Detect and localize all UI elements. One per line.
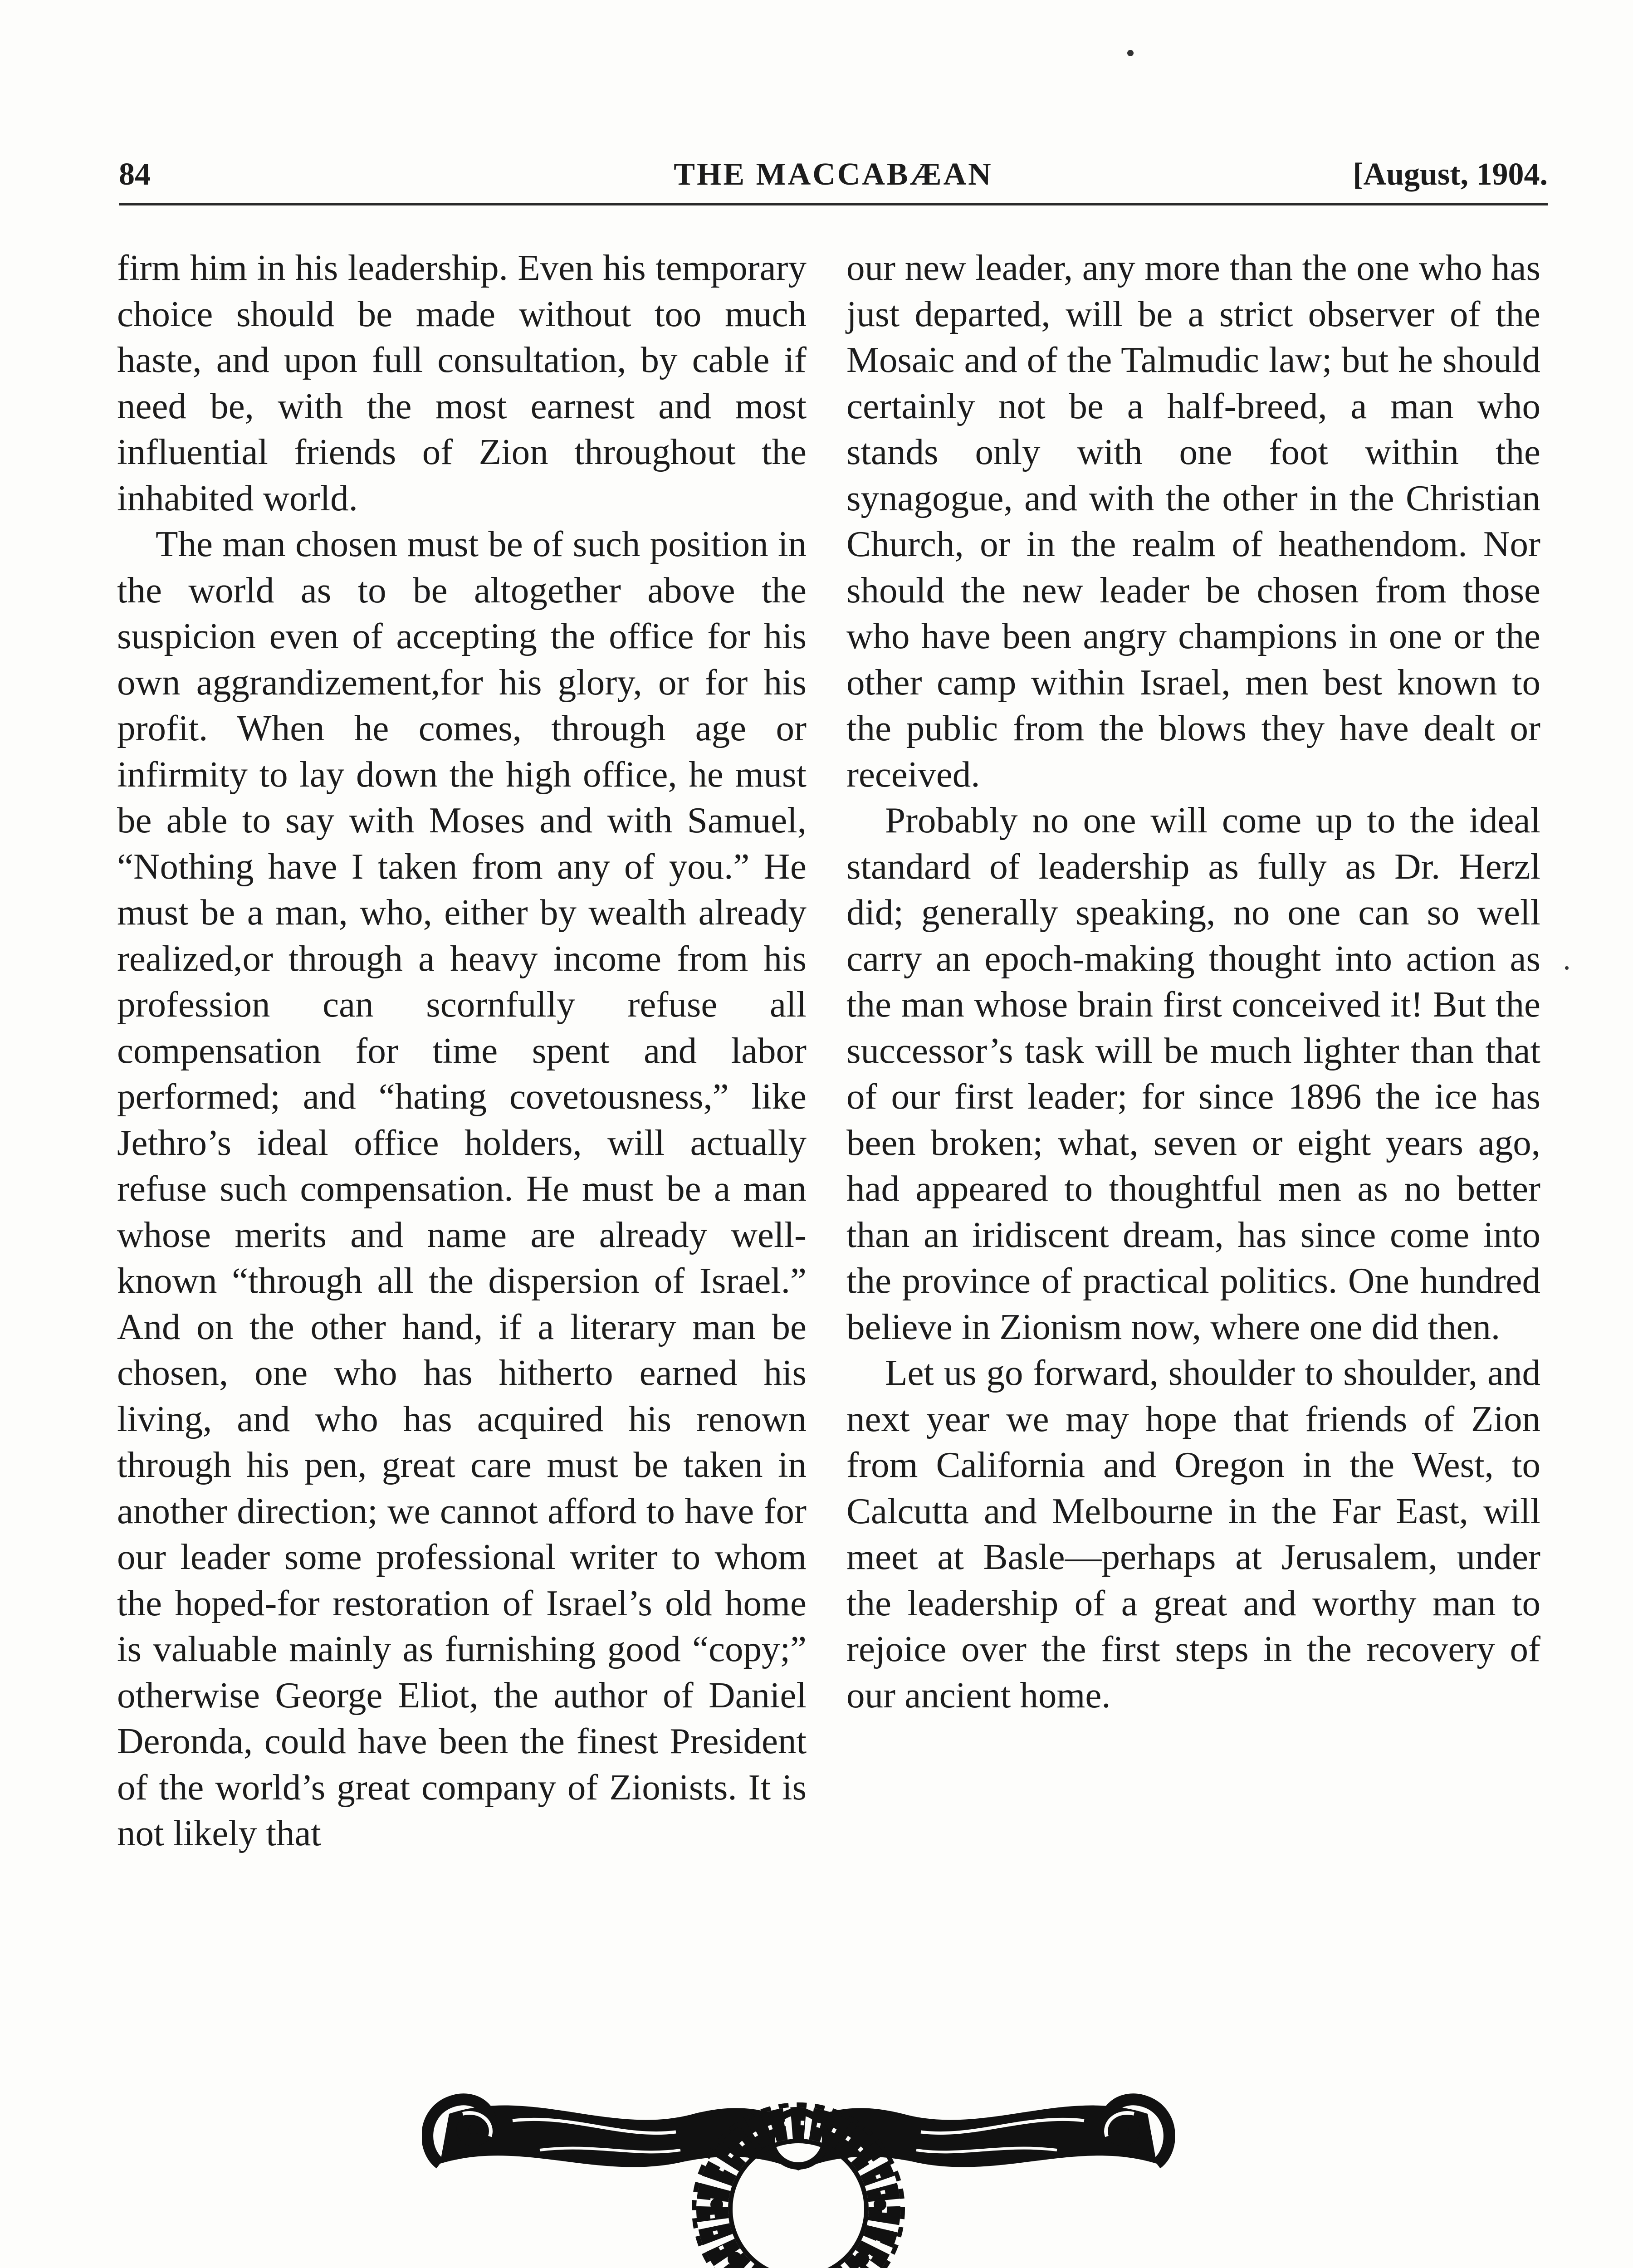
header-rule [119,203,1548,205]
paragraph: our new leader, any more than the one who has just departed, will be a strict observer of the Mosaic and of the Talmudic law; but he should certainly not be a half-breed, a man who stands only with one foot within the synagogue, and with the other in the Christian Church, or in the realm of heathendom. Nor should the new leader be chosen from those who have been angry champions in one or the other camp within Israel, men best known to the public from the blows they have dealt or received. [846,247,1540,795]
left-column [117,245,807,1857]
right-column [846,245,1540,1718]
issue-date: [August, 1904. [1353,157,1548,192]
wreath-and-scroll-ornament-icon [422,2059,1175,2268]
scan-speck [1127,50,1134,56]
page-header [119,156,1548,202]
paragraph: Probably no one will come up to the ideal standard of leadership as fully as Dr. Herzl did; generally speaking, no one can so well carry an epoch-making thought into action as the man whose brain first conceived it! But the successor’s task will be much lighter than that of our first leader; for since 1896 the ice has been broken; what, seven or eight years ago, had appeared to thoughtful men as no better than an iridiscent dream, has since come into the province of practical politics. One hundred believe in Zionism now, where one did then. [846,800,1540,1347]
paragraph: The man chosen must be of such position in the world as to be altogether above the suspicion even of accepting the office for his own aggrandizement,for his glory, or for his profit. When he comes, through age or infirmity to lay down the high office, he must be able to say with Moses and with Samuel, “Nothing have I taken from any of you.” He must be a man, who, either by wealth already realized,or through a heavy income from his profession can scornfully refuse all compensation for time spent and labor performed; and “hating covetousness,” like Jethro’s ideal office holders, will actually refuse such compensation. He must be a man whose merits and name are already well-known “through all the dispersion of Israel.” And on the other hand, if a literary man be chosen, one who has hitherto earned his living, and who has acquired his renown through his pen, great care must be taken in another direction; we cannot afford to have for our leader some professional writer to whom the hoped-for restoration of Israel’s old home is valuable mainly as furnishing good “copy;” otherwise George Eliot, the author of Daniel Deronda, could have been the finest President of the world’s great company of Zionists. It is not likely that [117,523,807,1853]
scan-speck [1565,966,1569,970]
paragraph: firm him in his leadership. Even his temporary choice should be made without too much haste, and upon full consultation, by cable if need be, with the most earnest and most influential friends of Zion throughout the inhabited world. [117,247,807,518]
paragraph: Let us go forward, shoulder to shoulder, and next year we may hope that friends of Zion from California and Oregon in the West, to Calcutta and Melbourne in the Far East, will meet at Basle—perhaps at Jerusalem, under the leadership of a great and worthy man to rejoice over the first steps in the recovery of our ancient home. [846,1352,1540,1716]
page-number: 84 [119,157,151,192]
journal-title: THE MACCABÆAN [674,157,993,192]
